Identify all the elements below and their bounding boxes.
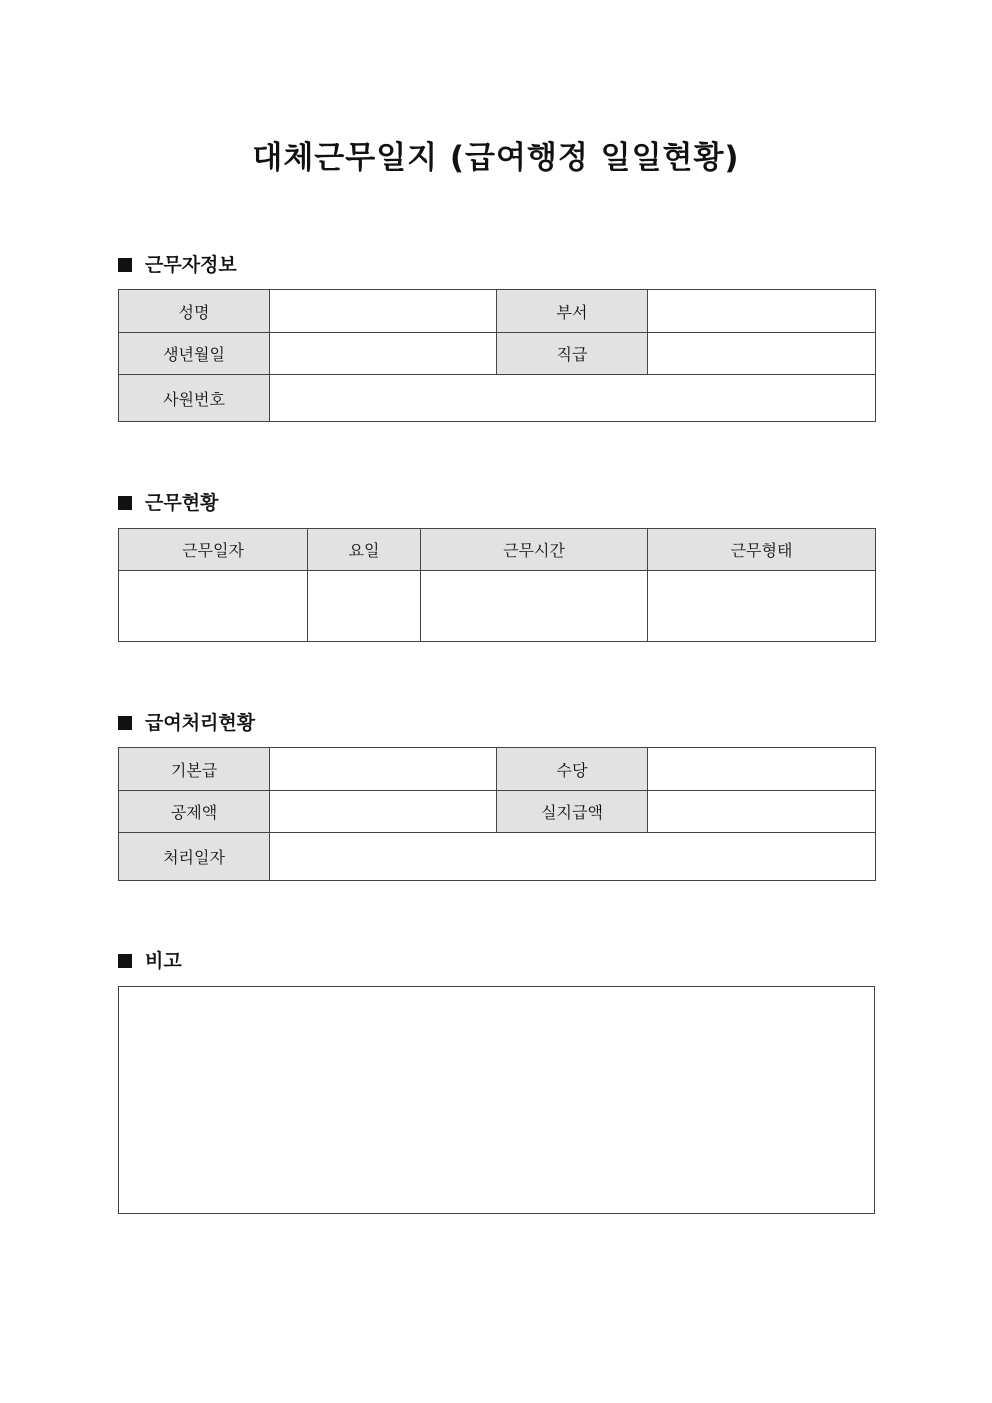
payroll-row xyxy=(119,791,876,833)
work-status-table xyxy=(118,528,876,642)
remarks-field[interactable] xyxy=(118,986,875,1214)
department-label: 부서 xyxy=(497,290,648,333)
square-bullet-icon xyxy=(118,496,132,510)
payroll-row xyxy=(119,748,876,791)
birthdate-label: 생년월일 xyxy=(119,333,270,375)
column-header-work-date: 근무일자 xyxy=(119,529,308,571)
work-status-heading xyxy=(118,489,218,517)
name-label: 성명 xyxy=(119,290,270,333)
column-header-work-hours: 근무시간 xyxy=(421,529,648,571)
remarks-heading-text: 비고 xyxy=(145,950,182,972)
worker-info-row xyxy=(119,375,876,422)
column-header-day-of-week: 요일 xyxy=(308,529,421,571)
net-pay-label: 실지급액 xyxy=(497,791,648,833)
column-header-work-type: 근무형태 xyxy=(648,529,876,571)
payroll-status-heading xyxy=(118,709,255,737)
position-label: 직급 xyxy=(497,333,648,375)
payroll-status-heading-text: 급여처리현황 xyxy=(145,712,256,734)
allowance-field[interactable] xyxy=(648,748,876,791)
net-pay-field[interactable] xyxy=(648,791,876,833)
worker-info-table xyxy=(118,289,876,422)
processing-date-field[interactable] xyxy=(270,833,876,881)
square-bullet-icon xyxy=(118,258,132,272)
square-bullet-icon xyxy=(118,954,132,968)
base-pay-label: 기본급 xyxy=(119,748,270,791)
processing-date-label: 처리일자 xyxy=(119,833,270,881)
worker-info-heading xyxy=(118,251,237,279)
work-type-field[interactable] xyxy=(648,571,876,642)
remarks-heading xyxy=(118,947,182,975)
work-date-field[interactable] xyxy=(119,571,308,642)
allowance-label: 수당 xyxy=(497,748,648,791)
worker-info-row xyxy=(119,333,876,375)
department-field[interactable] xyxy=(648,290,876,333)
deduction-label: 공제액 xyxy=(119,791,270,833)
square-bullet-icon xyxy=(118,716,132,730)
worker-info-heading-text: 근무자정보 xyxy=(145,254,237,276)
work-status-header-row xyxy=(119,529,876,571)
document-title: 대체근무일지 (급여행정 일일현황) xyxy=(252,140,740,176)
day-of-week-field[interactable] xyxy=(308,571,421,642)
birthdate-field[interactable] xyxy=(270,333,497,375)
table-row xyxy=(119,571,876,642)
employee-id-field[interactable] xyxy=(270,375,876,422)
worker-info-row xyxy=(119,290,876,333)
work-hours-field[interactable] xyxy=(421,571,648,642)
employee-id-label: 사원번호 xyxy=(119,375,270,422)
work-status-heading-text: 근무현황 xyxy=(145,492,219,514)
deduction-field[interactable] xyxy=(270,791,497,833)
base-pay-field[interactable] xyxy=(270,748,497,791)
payroll-row xyxy=(119,833,876,881)
payroll-status-table xyxy=(118,747,876,881)
position-field[interactable] xyxy=(648,333,876,375)
name-field[interactable] xyxy=(270,290,497,333)
